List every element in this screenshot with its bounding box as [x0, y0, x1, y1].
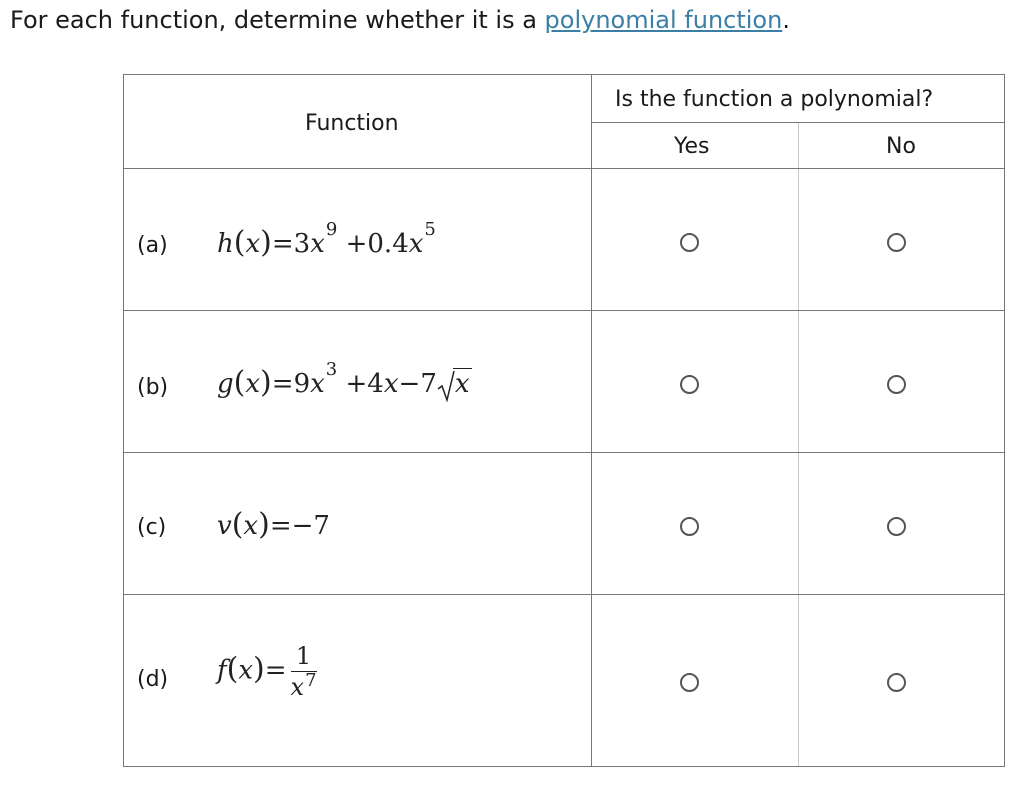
question-header: Is the function a polynomial? — [615, 87, 934, 112]
row-label: (c) — [137, 515, 167, 540]
header-subdivider — [591, 122, 1004, 123]
radio-no[interactable] — [887, 233, 906, 252]
function-expression: f(x)= $\frac{1}{x^7}$ — [217, 642, 317, 701]
column-divider — [591, 75, 592, 766]
radio-yes[interactable] — [680, 375, 699, 394]
radio-no[interactable] — [887, 673, 906, 692]
prompt-period: . — [782, 6, 790, 34]
row-divider — [124, 594, 1004, 595]
function-expression: v(x)=−7 — [217, 507, 330, 542]
no-header: No — [886, 134, 916, 159]
function-expression: $g(x)=9x^3 +4x-7$ x — [217, 359, 470, 400]
row-divider — [124, 310, 1004, 311]
function-expression: $h(x)=3x^9 +0.4x^5$ — [217, 219, 436, 260]
question-prompt — [10, 5, 790, 35]
radio-no[interactable] — [887, 375, 906, 394]
polynomial-function-link[interactable]: polynomial function — [544, 6, 783, 34]
yes-no-divider — [798, 122, 799, 766]
yes-header: Yes — [674, 134, 710, 159]
radio-no[interactable] — [887, 517, 906, 536]
row-divider — [124, 452, 1004, 453]
radio-yes[interactable] — [680, 517, 699, 536]
polynomial-table — [123, 74, 1005, 767]
radio-yes[interactable] — [680, 233, 699, 252]
function-header: Function — [305, 111, 399, 136]
row-label: (d) — [137, 667, 169, 692]
row-label: (b) — [137, 375, 169, 400]
row-divider — [124, 168, 1004, 169]
radical-sign — [437, 370, 455, 402]
row-label: (a) — [137, 233, 168, 258]
prompt-text: For each function, determine whether it is a — [10, 6, 545, 34]
radio-yes[interactable] — [680, 673, 699, 692]
